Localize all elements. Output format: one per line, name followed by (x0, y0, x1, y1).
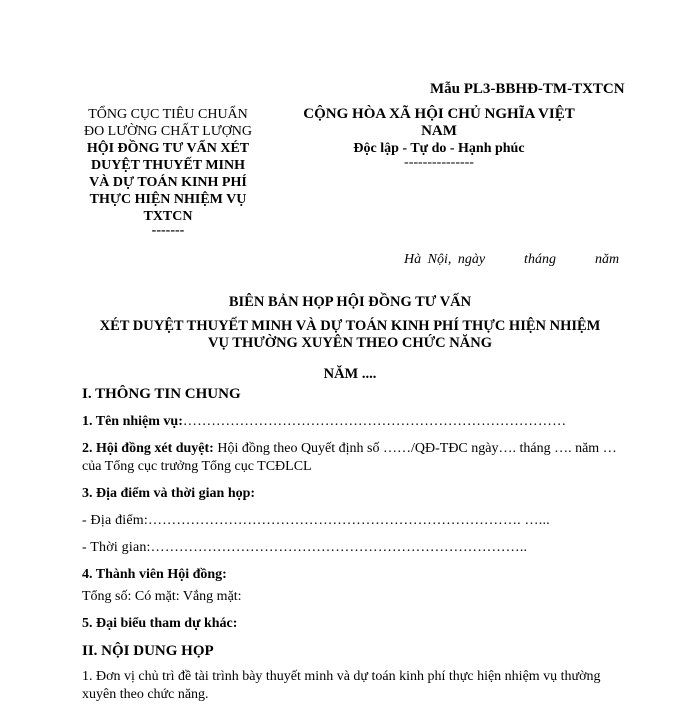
time-field: - Thời gian:…………………………………………………………………….. (82, 540, 528, 555)
section1-heading: I. THÔNG TIN CHUNG (82, 386, 241, 402)
right-header-divider: --------------- (404, 155, 474, 170)
section2-heading: II. NỘI DUNG HỌP (82, 643, 214, 659)
venue-time-heading (82, 485, 622, 503)
members-heading (82, 566, 622, 584)
org-name-line1: TỔNG CỤC TIÊU CHUẨN (88, 107, 248, 122)
org-name-line2: ĐO LƯỜNG CHẤT LƯỢNG (83, 124, 253, 139)
task-name-label: 1. Tên nhiệm vụ: (82, 414, 183, 429)
council-label: 2. Hội đồng xét duyệt: (82, 441, 214, 456)
council-name-line3: VÀ DỰ TOÁN KINH PHÍ (89, 175, 247, 190)
delegates-label: 5. Đại biểu tham dự khác: (82, 616, 238, 631)
national-header (284, 106, 594, 169)
document-title (60, 294, 640, 383)
title-line2: XÉT DUYỆT THUYẾT MINH VÀ DỰ TOÁN KINH PHÍ THỰC HIỆN NHIỆM (99, 318, 601, 334)
venue-time-label: 3. Địa điểm và thời gian họp: (82, 486, 256, 501)
council-name-line4: THỰC HIỆN NHIỆM VỤ (89, 192, 247, 207)
members-label: 4. Thành viên Hội đồng: (82, 567, 227, 582)
section2-item1: 1. Đơn vị chủ trì đề tài trình bày thuyết minh và dự toán kinh phí thực hiện nhiệm vụ thường xuyên theo chức năng. (82, 669, 601, 702)
members-attendance: Tổng số: Có mặt: Vắng mặt: (82, 589, 242, 604)
task-name-field (82, 413, 622, 431)
place-field: - Địa điểm:……………………………………………………………………. …... (82, 513, 550, 528)
left-header-divider: ------- (151, 223, 185, 238)
delegates-heading (82, 615, 622, 633)
issuing-body-header (70, 106, 266, 237)
form-code: Mẫu PL3-BBHĐ-TM-TXTCN (430, 81, 625, 97)
council-decision-text: Hội đồng theo Quyết định số ……/QĐ-TĐC ngày…. tháng …. năm … của Tổng cục trưởng Tổng cục TCĐLCL (82, 441, 617, 474)
document-body (82, 385, 622, 713)
council-name-line2: DUYỆT THUYẾT MINH (90, 158, 246, 173)
task-name-blank: ……………………………………………………………………… (182, 414, 567, 429)
council-name-line5: TXTCN (143, 209, 193, 224)
place-date-line: Hà Nội, ngày tháng năm (404, 252, 620, 267)
title-year: NĂM .... (323, 366, 377, 382)
national-motto: Độc lập - Tự do - Hạnh phúc (353, 141, 525, 156)
council-field (82, 440, 622, 476)
nation-title: CỘNG HÒA XÃ HỘI CHỦ NGHĨA VIỆT NAM (303, 106, 575, 139)
title-line1: BIÊN BẢN HỌP HỘI ĐỒNG TƯ VẤN (228, 294, 472, 310)
council-name-line1: HỘI ĐỒNG TƯ VẤN XÉT (86, 141, 250, 156)
title-line3: VỤ THƯỜNG XUYÊN THEO CHỨC NĂNG (208, 335, 492, 351)
